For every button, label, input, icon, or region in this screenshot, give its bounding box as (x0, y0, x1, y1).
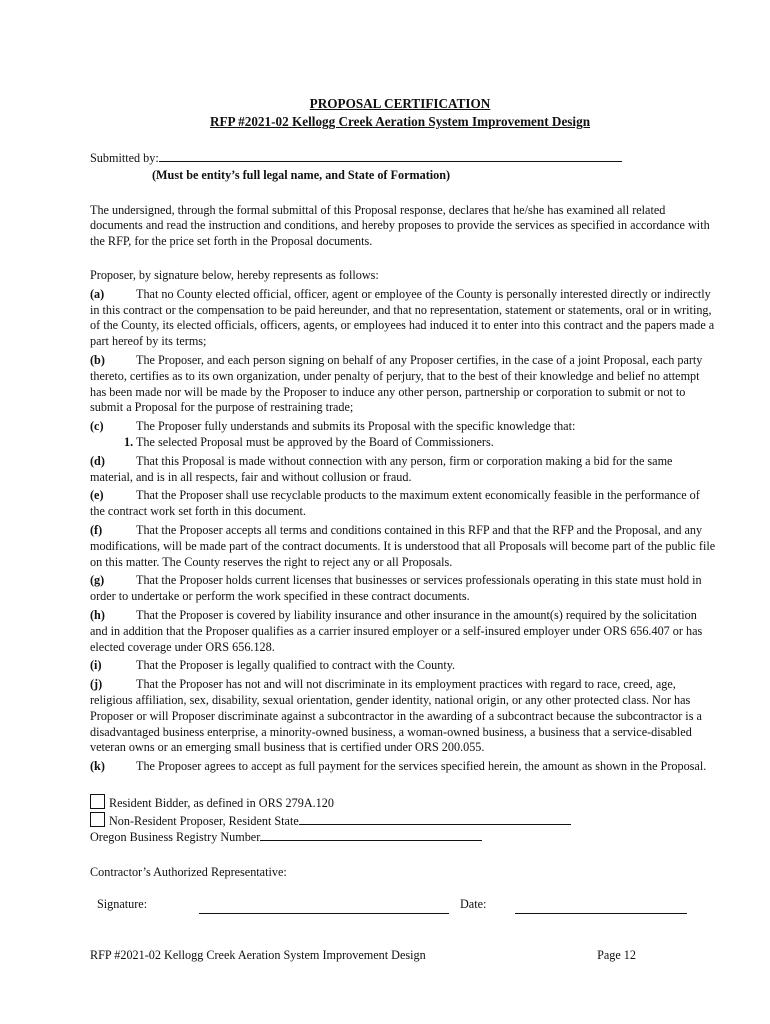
list-item (90, 353, 716, 416)
list-item (90, 573, 716, 605)
subitem-text: The selected Proposal must be approved by the Board of Commissioners. (135, 434, 494, 449)
item-text: That the Proposer is covered by liability insurance and other insurance in the amount(s) required by the solicitation and in addition that the Proposer qualifies as a carrier insured employer or a self-insured employer under ORS 656.407 or has elected coverage under ORS 656.128. (90, 607, 703, 654)
list-item (90, 759, 716, 775)
item-text: The Proposer fully understands and submits its Proposal with the specific knowledge that: (136, 419, 576, 434)
list-item (90, 454, 716, 486)
submitted-by-note: (Must be entity’s full legal name, and State of Formation) (152, 167, 451, 182)
item-label: (k) (90, 759, 105, 774)
document-subtitle: RFP #2021-02 Kellogg Creek Aeration System Improvement Design (209, 114, 591, 129)
item-label: (g) (90, 573, 105, 588)
document-title: PROPOSAL CERTIFICATION (309, 96, 491, 111)
item-c-subitem (90, 435, 716, 451)
item-label: (b) (90, 352, 105, 367)
list-item (90, 488, 716, 520)
list-item (90, 419, 716, 451)
registry-row (90, 829, 716, 846)
item-label: (e) (90, 488, 104, 503)
nonresident-checkbox[interactable] (90, 812, 105, 827)
bidder-status-section (90, 794, 716, 846)
item-text: The Proposer, and each person signing on behalf of any Proposer certifies, in the case of a joint Proposal, each party thereto, certifies as to its own organization, under penalty of perjury, that to the best of their knowledge and belief no attempt has been made nor will be made by the Proposer to induce any other person, partnership or corporation to submit or not to submit a Proposal for the purpose of restraining trade; (90, 352, 703, 415)
item-text: That the Proposer has not and will not discriminate in its employment practices with regard to race, creed, age, religious affiliation, sex, disability, sexual orientation, gender identity, national origin, or any other protected class. Nor has Proposer or will Proposer discriminate against a subcontractor in the awarding of a subcontract because the subcontractor is a disadvantaged business enterprise, a minority-owned business, a woman-owned business, a business that a service-disabled veteran owns or an emerging small business that is certified under ORS 200.055. (90, 677, 702, 755)
item-text: The Proposer agrees to accept as full payment for the services specified herein, the amount as shown in the Proposal. (136, 759, 707, 774)
certification-list (90, 287, 716, 775)
item-label: (i) (90, 658, 102, 673)
date-field[interactable] (515, 913, 687, 914)
resident-row (90, 794, 716, 812)
authorized-rep-label: Contractor’s Authorized Representative: (90, 865, 287, 880)
resident-label: Resident Bidder, as defined in ORS 279A.120 (109, 795, 334, 810)
submitted-by-row (90, 149, 716, 167)
item-text: That the Proposer is legally qualified to contract with the County. (136, 658, 456, 673)
registry-number-field[interactable] (260, 829, 482, 841)
resident-state-field[interactable] (299, 813, 571, 825)
signature-label: Signature: (97, 897, 148, 911)
signature-field[interactable] (199, 913, 449, 914)
list-item (90, 523, 716, 570)
item-text: That the Proposer accepts all terms and conditions contained in this RFP and that the RFP and the Proposal, and any modifications, will be made part of the contract documents. It is understood that all Proposals will become part of the public file on this matter. The County reserves the right to reject any or all Proposals. (90, 522, 716, 569)
item-text: That no County elected official, officer, agent or employee of the County is personally interested directly or indirectly in this contract or the compensation to be paid hereunder, and that no representation, statement or statements, oral or in writing, of the County, its elected officials, officers, agents, or employees had induced it to enter into this contract and the papers made a part hereof by its terms; (90, 286, 715, 349)
list-item (90, 608, 716, 655)
nonresident-label: Non-Resident Proposer, Resident State (109, 813, 299, 828)
item-text: That this Proposal is made without connection with any person, firm or corporation making a bid for the same material, and is in all respects, fair and without collusion or fraud. (90, 453, 673, 484)
document-body (90, 95, 716, 881)
item-label: (c) (90, 419, 104, 434)
signature-row (97, 897, 697, 917)
item-label: (j) (90, 677, 103, 692)
item-text: That the Proposer shall use recyclable products to the maximum extent economically feasible in the performance of the contract work set forth in this document. (90, 488, 700, 519)
subitem-number: 1. (124, 434, 134, 449)
item-text: That the Proposer holds current licenses that businesses or services professionals operating in this state must hold in order to undertake or perform the work specified in these contract documents. (90, 573, 702, 604)
date-label: Date: (460, 897, 487, 911)
represents-heading: Proposer, by signature below, hereby represents as follows: (90, 267, 379, 282)
footer-title: RFP #2021-02 Kellogg Creek Aeration System Improvement Design (90, 948, 426, 962)
page-number: Page 12 (597, 948, 636, 962)
item-label: (h) (90, 607, 105, 622)
submitted-by-label: Submitted by: (90, 151, 159, 165)
list-item (90, 658, 716, 674)
intro-paragraph: The undersigned, through the formal submittal of this Proposal response, declares that he/she has examined all related documents and read the instruction and conditions, and hereby proposes to provide the services as specified in accordance with the RFP, for the price set forth in the Proposal documents. (90, 202, 710, 249)
resident-checkbox[interactable] (90, 794, 105, 809)
item-label: (f) (90, 522, 103, 537)
list-item (90, 287, 716, 350)
item-label: (d) (90, 453, 105, 468)
list-item (90, 677, 716, 756)
submitted-by-field[interactable] (159, 149, 622, 162)
registry-label: Oregon Business Registry Number (90, 830, 261, 845)
nonresident-row (90, 812, 716, 830)
item-label: (a) (90, 286, 105, 301)
